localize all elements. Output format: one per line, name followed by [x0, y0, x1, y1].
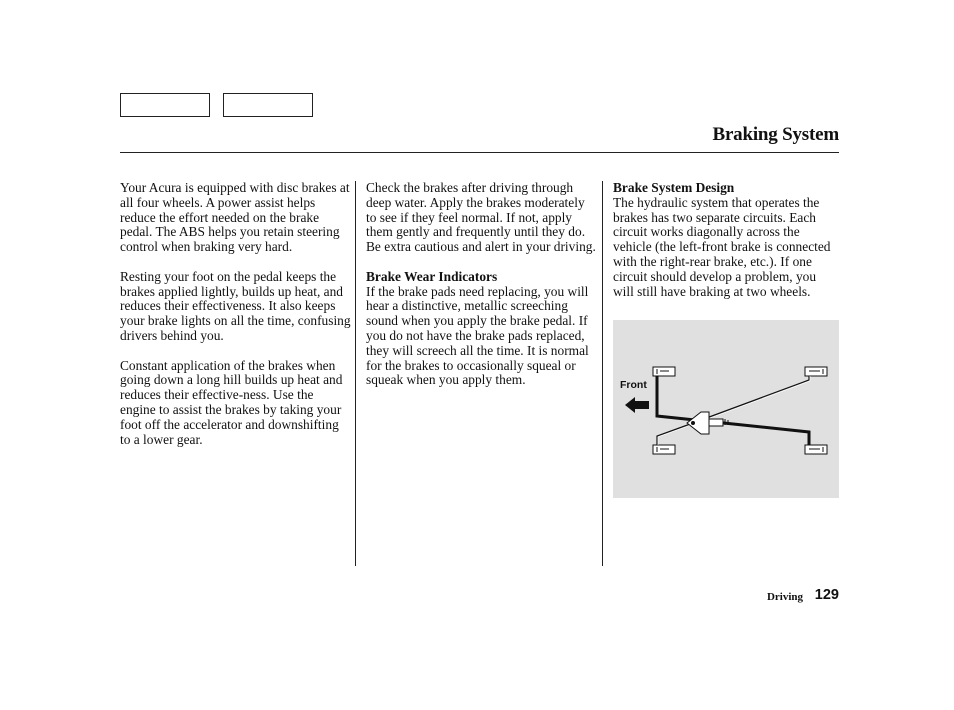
left-front-brake-icon	[653, 367, 675, 376]
master-cylinder-icon	[687, 412, 728, 434]
brake-system-design-heading: Brake System Design	[613, 180, 735, 195]
page-number: 129	[814, 587, 839, 603]
col2-paragraph-2: If the brake pads need replacing, you will hear a distinctive, metallic screeching sound when you apply the brake pedal. If you do not have the brake pads replaced, they will screech all the time. It is normal for the brakes to occasionally squeal or squeak when you apply them.	[366, 283, 589, 388]
col3-paragraph-1: The hydraulic system that operates the brakes has two separate circuits. Each circuit works diagonally across the vehicle (the left-front brake is connected with the right-rear brake, etc.). If one circuit should develop a problem, you will still have braking at two wheels.	[613, 194, 831, 299]
circuit-rf-lr-line	[657, 376, 809, 445]
column-3	[613, 181, 839, 314]
column-divider-1	[355, 181, 356, 566]
header-rule	[120, 152, 839, 153]
circuit-lf-rr-line	[657, 376, 809, 445]
left-rear-brake-icon	[653, 445, 675, 454]
nav-tab-2[interactable]	[223, 93, 313, 117]
column-2	[366, 181, 596, 403]
nav-tab-1[interactable]	[120, 93, 210, 117]
front-arrow-icon	[625, 397, 649, 413]
brake-circuit-diagram	[613, 320, 839, 498]
col1-paragraph-2: Resting your foot on the pedal keeps the brakes applied lightly, builds up heat, and reduces their effectiveness. It also keeps your brake lights on all the time, confusing drivers behind you.	[120, 268, 351, 343]
column-1	[120, 181, 352, 462]
page-title: Braking System	[712, 124, 839, 145]
brake-circuit-illustration	[613, 320, 839, 498]
col1-paragraph-3: Constant application of the brakes when going down a long hill builds up heat and reduces their effective-ness. Use the engine to assist the brakes by taking your foot off the accelerator and downshifting to a lower gear.	[120, 357, 343, 447]
col2-paragraph-1: Check the brakes after driving through deep water. Apply the brakes moderately to see if they feel normal. If not, apply them gently and frequently until they do. Be extra cautious and alert in your driving.	[366, 180, 596, 255]
front-label: Front	[620, 379, 647, 391]
column-divider-2	[602, 181, 603, 566]
brake-wear-indicators-heading: Brake Wear Indicators	[366, 268, 498, 284]
right-front-brake-icon	[805, 367, 827, 376]
right-rear-brake-icon	[805, 445, 827, 454]
footer-section-name: Driving	[766, 591, 803, 603]
col1-paragraph-1: Your Acura is equipped with disc brakes at all four wheels. A power assist helps reduce the effort needed on the brake pedal. The ABS helps you retain steering control when braking very hard.	[120, 180, 350, 255]
